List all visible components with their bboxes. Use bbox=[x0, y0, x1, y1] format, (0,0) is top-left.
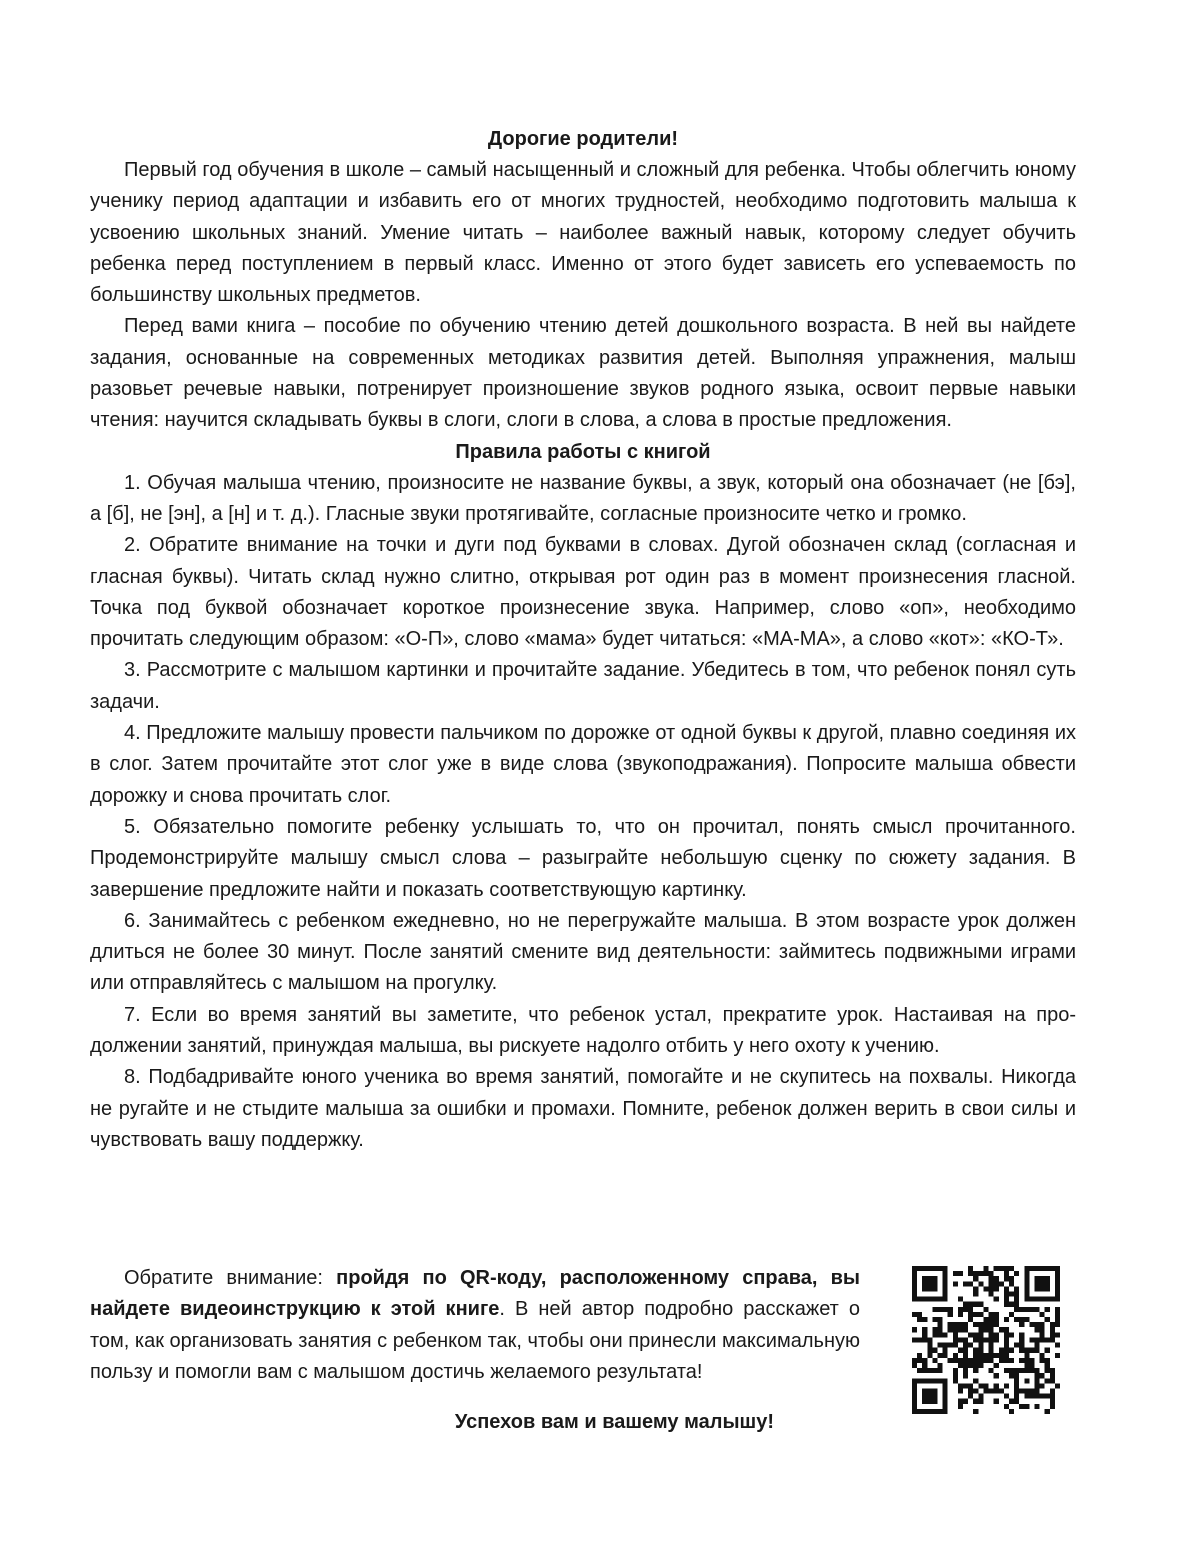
rule-item-5: 5. Обязательно помогите ребенку услышать то, что он прочитал, понять смысл прочитанного. Продемонстрируйте малышу смысл слова – разыграйте небольшую сценку по сюжету задания. В завершение предложите найти и показать соответствующую картинку. bbox=[90, 815, 1076, 901]
rule-item-4: 4. Предложите малышу провести пальчиком по дорожке от одной буквы к другой, плавно соединяя их в слог. Затем прочитайте этот слог уже в виде слова (звукоподражания). Попросите малыша обвести дорожку и снова прочитать слог. bbox=[90, 722, 1076, 807]
qr-notice bbox=[90, 1263, 860, 1388]
qr-notice-tail: . В ней автор подробно расскажет о том, как организовать занятия с ребенком так, чтобы они принесли максимальную пользу и помогли вам с малышом достичь желаемого результата! bbox=[90, 1298, 860, 1383]
page-title: Дорогие родители! bbox=[487, 128, 679, 150]
document-body bbox=[90, 124, 1076, 1156]
qr-notice-bold: пройдя по QR-коду, расположенному справа, вы найдете видеоинструкцию к этой книге bbox=[90, 1267, 861, 1321]
intro-paragraph-2: Перед вами книга – пособие по обучению чтению детей дошкольного возраста. В ней вы найдете задания, основанные на современных методиках развития детей. Выполняя упражнения, малыш разовьет речевые навыки, потренирует произношение звуков родного языка, освоит первые навыки чтения: научится складывать буквы в слоги, слоги в слова, а слова в простые предложения. bbox=[90, 315, 1076, 432]
rule-item-8: 8. Подбадривайте юного ученика во время занятий, помогайте и не скупитесь на похвалы. Никогда не ругайте и не стыдите малыша за ошибки и промахи. Помните, ребенок должен верить в свои силы и чувствовать вашу поддержку. bbox=[90, 1066, 1076, 1151]
rule-item-6: 6. Занимайтесь с ребенком ежедневно, но не перегружайте малыша. В этом возрасте урок должен длиться не более 30 минут. После занятий смените вид деятельности: займитесь подвижными играми или отправляйтесь с малышом на прогулку. bbox=[90, 909, 1076, 995]
closing-wish: Успехов вам и вашему малышу! bbox=[454, 1411, 774, 1433]
rule-item-3: 3. Рассмотрите с малышом картинки и прочитайте задание. Убедитесь в том, что ребенок понял суть задачи. bbox=[90, 659, 1076, 713]
rule-item-1: 1. Обучая малыша чтению, произносите не название буквы, а звук, который она обозначает (не [бэ], а [б], не [эн], а [н] и т. д.). Гласные звуки протягивайте, согласные произносите четко и громко. bbox=[90, 471, 1076, 525]
qr-notice-text bbox=[90, 1263, 860, 1388]
intro-paragraph-1: Первый год обучения в школе – самый насыщенный и сложный для ребенка. Чтобы облегчить юному ученику период адаптации и избавить его от многих трудностей, необходимо подготовить малыша к усвоению школьных знаний. Умение читать – наиболее важный навык, которому следует обучить ребенка перед поступлением в первый класс. Именно от этого будет зависеть его успеваемость по большинству школьных предметов. bbox=[90, 159, 1076, 307]
rules-heading: Правила работы с книгой bbox=[455, 440, 711, 463]
qr-code-icon[interactable] bbox=[912, 1266, 1060, 1414]
rule-item-7: 7. Если во время занятий вы заметите, что ребенок устал, прекратите урок. Настаивая на продолжении занятий, принуждая малыша, вы рискуете надолго отбить у него охоту к учению. bbox=[90, 1003, 1076, 1058]
rule-item-2: 2. Обратите внимание на точки и дуги под буквами в словах. Дугой обозначен склад (согласная и гласная буквы). Читать склад нужно слитно, открывая рот один раз в момент произнесения гласной. Точка под буквой обозначает короткое произнесение звука. Например, слово «оп», необходимо прочитать следующим образом: «О-П», слово «мама» будет читаться: «МА-МА», а слово «кот»: «КО-Т». bbox=[90, 534, 1076, 651]
qr-notice-lead: Обратите внимание: bbox=[124, 1267, 337, 1289]
